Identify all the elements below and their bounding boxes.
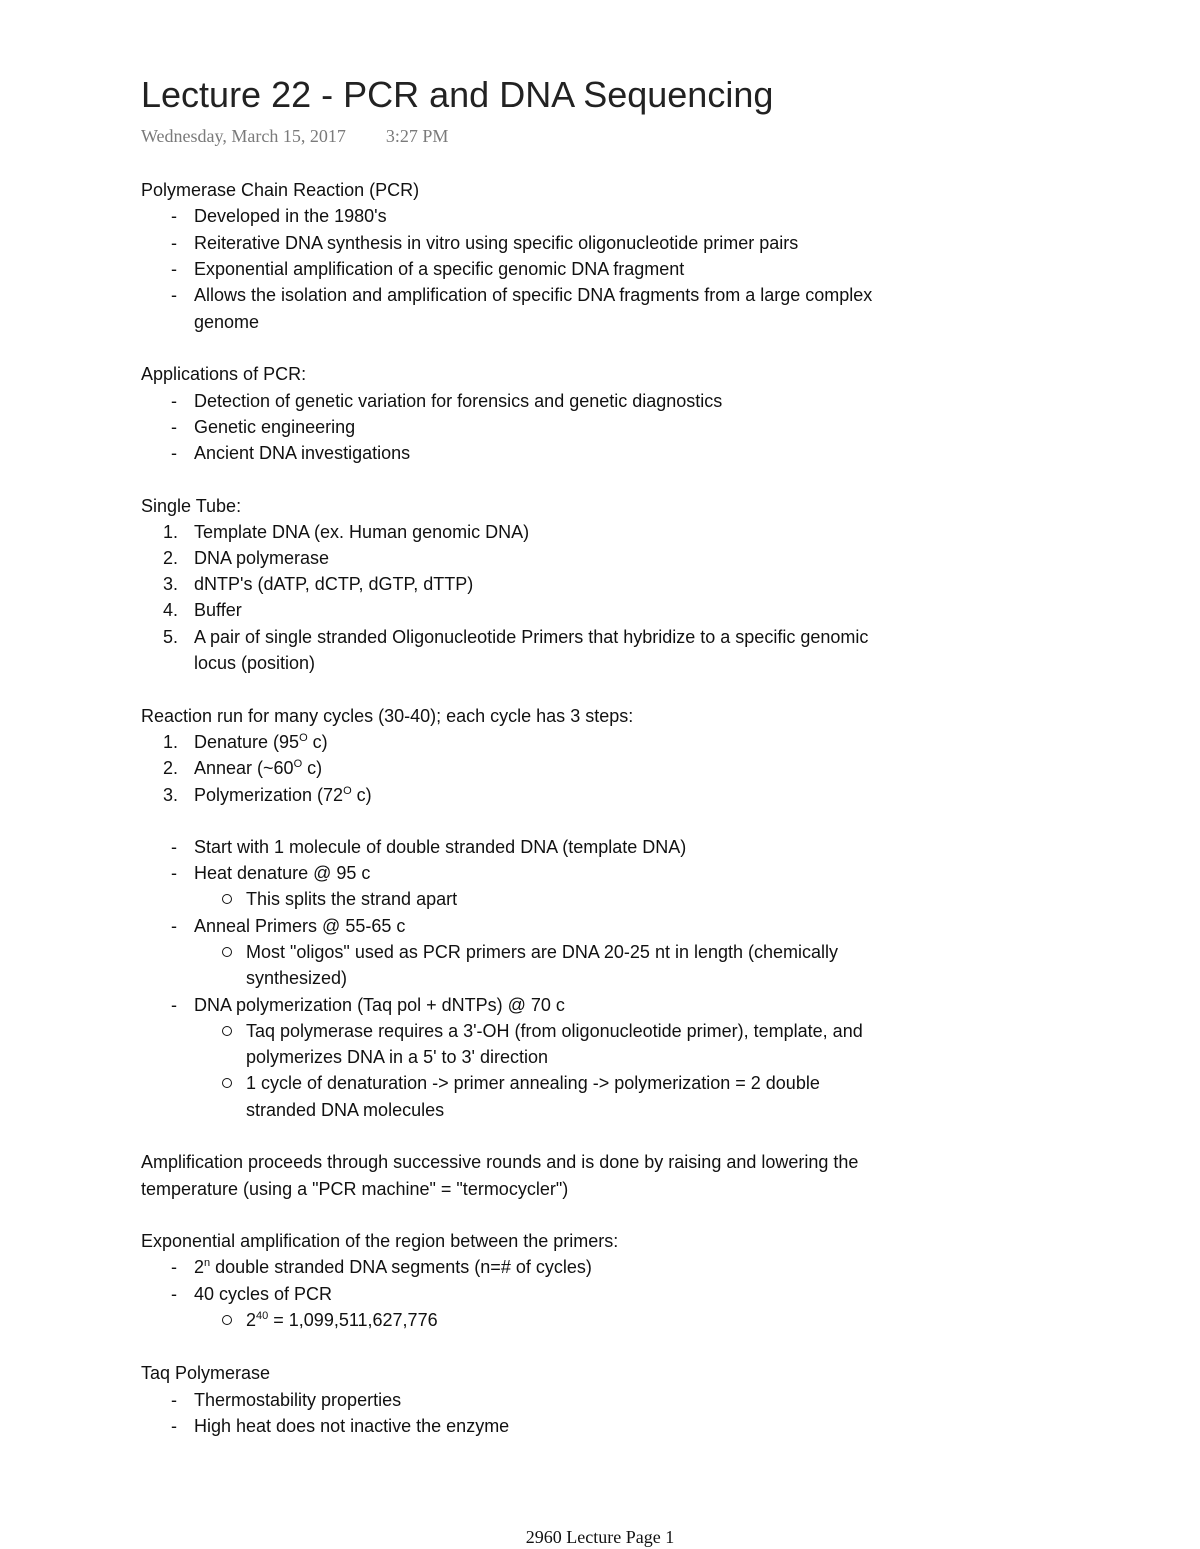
circle-bullet-icon (222, 1078, 232, 1088)
list-number: 2. (163, 758, 179, 778)
dash-bullet: - (171, 1390, 177, 1410)
taq-heading: Taq Polymerase (141, 1363, 271, 1383)
process-sub-bullet: 1 cycle of denaturation -> primer annealing -> polymerization = 2 double (246, 1073, 820, 1093)
list-number: 3. (163, 785, 179, 805)
pcr-bullet: Allows the isolation and amplification of specific DNA fragments from a large complex (194, 285, 873, 305)
amplification-text: temperature (using a "PCR machine" = "termocycler") (141, 1179, 569, 1199)
dash-bullet: - (171, 391, 177, 411)
process-sub-bullet-continuation: polymerizes DNA in a 5' to 3' direction (246, 1047, 549, 1067)
dash-bullet: - (171, 837, 177, 857)
dash-bullet: - (171, 259, 177, 279)
cycle-step-text: Polymerization (72 (194, 785, 344, 805)
single-tube-item: A pair of single stranded Oligonucleotide Primers that hybridize to a specific genomic (194, 627, 869, 647)
process-bullet: Heat denature @ 95 c (194, 863, 371, 883)
formula-exponent: n (204, 1257, 211, 1269)
page-meta (141, 126, 448, 147)
circle-bullet-icon (222, 1315, 232, 1325)
exponential-heading: Exponential amplification of the region between the primers: (141, 1231, 619, 1251)
pcr-bullet: Exponential amplification of a specific genomic DNA fragment (194, 259, 685, 279)
single-tube-item-continuation: locus (position) (194, 653, 316, 673)
process-sub-bullet-continuation: stranded DNA molecules (246, 1100, 445, 1120)
dash-bullet: - (171, 417, 177, 437)
dash-bullet: - (171, 443, 177, 463)
applications-heading: Applications of PCR: (141, 364, 307, 384)
cycle-step-text: Denature (95 (194, 732, 300, 752)
dash-bullet: - (171, 206, 177, 226)
page-time: 3:27 PM (385, 126, 449, 146)
formula-base: 2 (194, 1257, 205, 1277)
list-number: 5. (163, 627, 179, 647)
exponential-bullet (194, 1256, 592, 1278)
single-tube-heading: Single Tube: (141, 496, 242, 516)
circle-bullet-icon (222, 894, 232, 904)
cycle-step-unit: c) (307, 732, 328, 752)
list-number: 4. (163, 600, 179, 620)
dash-bullet: - (171, 233, 177, 253)
page-date: Wednesday, March 15, 2017 (141, 126, 346, 146)
amplification-text: Amplification proceeds through successive rounds and is done by raising and lowering the (141, 1152, 859, 1172)
formula-base: 2 (246, 1310, 257, 1330)
dash-bullet: - (171, 916, 177, 936)
taq-bullet: High heat does not inactive the enzyme (194, 1416, 510, 1436)
dash-bullet: - (171, 1284, 177, 1304)
cycle-step-unit: c) (351, 785, 372, 805)
dash-bullet: - (171, 285, 177, 305)
page-footer: 2960 Lecture Page 1 (525, 1527, 675, 1547)
dash-bullet: - (171, 995, 177, 1015)
cycle-step-text: Annear (~60 (194, 758, 294, 778)
process-sub-bullet: This splits the strand apart (246, 889, 458, 909)
process-bullet: Start with 1 molecule of double stranded DNA (template DNA) (194, 837, 687, 857)
single-tube-item: Buffer (194, 600, 242, 620)
list-number: 2. (163, 548, 179, 568)
single-tube-item: Template DNA (ex. Human genomic DNA) (194, 522, 530, 542)
application-bullet: Detection of genetic variation for forensics and genetic diagnostics (194, 391, 723, 411)
process-bullet: Anneal Primers @ 55-65 c (194, 916, 406, 936)
dash-bullet: - (171, 863, 177, 883)
formula-text: double stranded DNA segments (n=# of cycles) (210, 1257, 592, 1277)
process-sub-bullet-continuation: synthesized) (246, 968, 348, 988)
formula-exponent: 40 (256, 1310, 269, 1322)
cycle-step-unit: c) (302, 758, 323, 778)
formula-text: = 1,099,511,627,776 (268, 1310, 438, 1330)
circle-bullet-icon (222, 1026, 232, 1036)
degree-mark: O (293, 758, 303, 770)
pcr-bullet: Reiterative DNA synthesis in vitro using specific oligonucleotide primer pairs (194, 233, 799, 253)
degree-mark: O (299, 732, 308, 744)
taq-bullet: Thermostability properties (194, 1390, 402, 1410)
list-number: 3. (163, 574, 179, 594)
cycles-heading: Reaction run for many cycles (30-40); each cycle has 3 steps: (141, 706, 634, 726)
single-tube-item: DNA polymerase (194, 548, 330, 568)
exponential-sub-bullet (246, 1309, 438, 1331)
process-sub-bullet: Taq polymerase requires a 3'-OH (from oligonucleotide primer), template, and (246, 1021, 863, 1041)
single-tube-item: dNTP's (dATP, dCTP, dGTP, dTTP) (194, 574, 474, 594)
page-title: Lecture 22 - PCR and DNA Sequencing (141, 74, 774, 115)
pcr-heading: Polymerase Chain Reaction (PCR) (141, 180, 420, 200)
pcr-bullet-continuation: genome (194, 312, 260, 332)
process-sub-bullet: Most "oligos" used as PCR primers are DNA 20-25 nt in length (chemically (246, 942, 839, 962)
pcr-bullet: Developed in the 1980's (194, 206, 387, 226)
cycle-step (194, 784, 372, 806)
cycle-step (194, 731, 328, 753)
application-bullet: Genetic engineering (194, 417, 356, 437)
dash-bullet: - (171, 1416, 177, 1436)
degree-mark: O (343, 785, 352, 797)
list-number: 1. (163, 522, 179, 542)
exponential-bullet: 40 cycles of PCR (194, 1284, 333, 1304)
dash-bullet: - (171, 1257, 177, 1277)
circle-bullet-icon (222, 947, 232, 957)
cycle-step (194, 757, 322, 779)
list-number: 1. (163, 732, 179, 752)
process-bullet: DNA polymerization (Taq pol + dNTPs) @ 70 c (194, 995, 565, 1015)
application-bullet: Ancient DNA investigations (194, 443, 411, 463)
